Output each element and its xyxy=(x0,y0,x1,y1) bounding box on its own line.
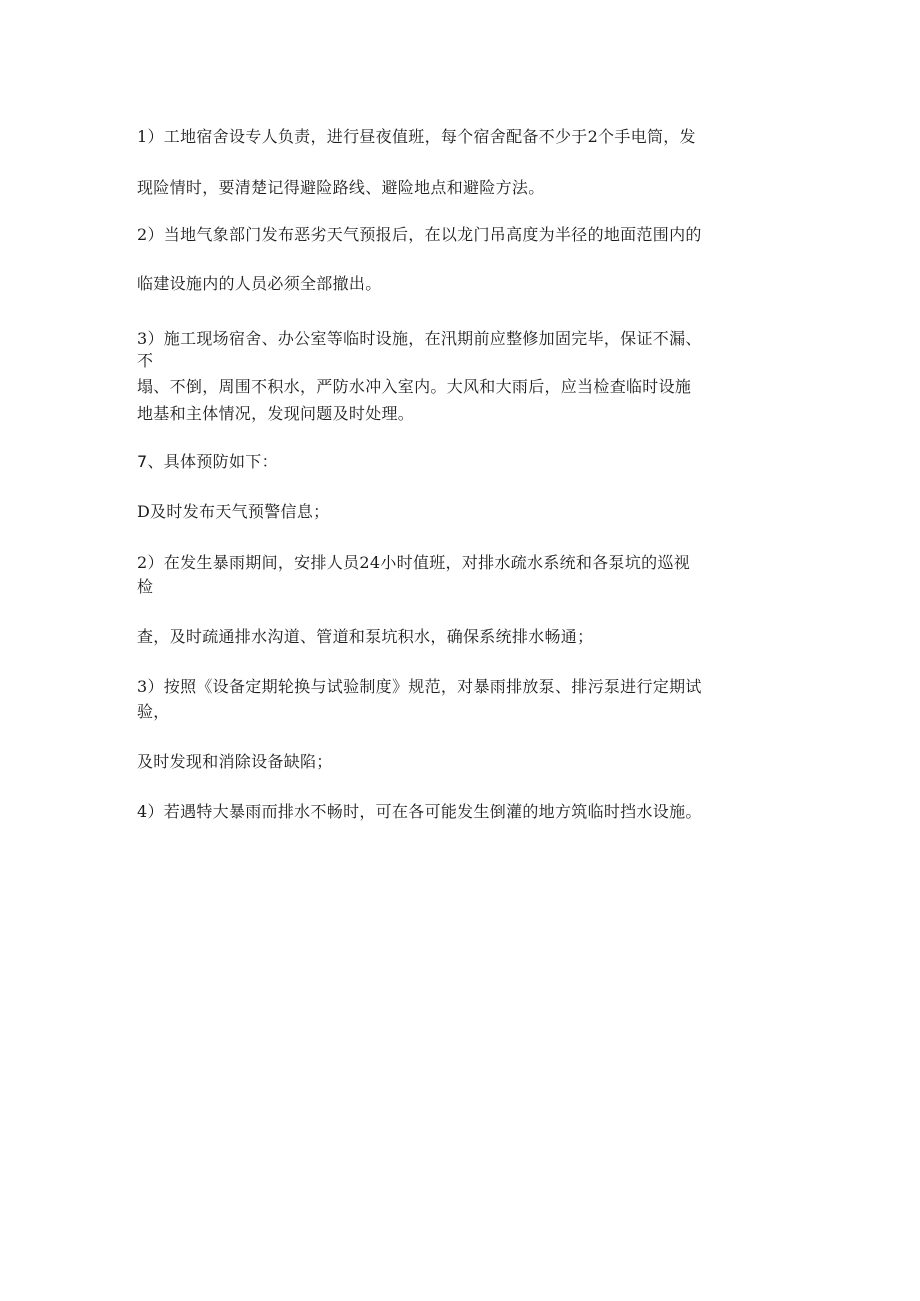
text-line: 1）工地宿舍设专人负责，进行昼夜值班，每个宿舍配备不少于2个手电筒，发 xyxy=(137,127,696,146)
text-line: 查，及时疏通排水沟道、管道和泵坑积水，确保系统排水畅通； xyxy=(137,627,594,646)
text-line: 临建设施内的人员必须全部撤出。 xyxy=(137,274,382,293)
text-line: 4）若遇特大暴雨而排水不畅时，可在各可能发生倒灌的地方筑临时挡水设施。 xyxy=(137,802,702,821)
text-line: 2）当地气象部门发布恶劣天气预报后，在以龙门吊高度为半径的地面范围内的 xyxy=(137,225,702,244)
text-line: D及时发布天气预警信息； xyxy=(137,502,330,521)
text-line: 验， xyxy=(137,702,170,721)
text-line: 3）按照《设备定期轮换与试验制度》规范，对暴雨排放泵、排污泵进行定期试 xyxy=(137,677,702,696)
text-line: 不 xyxy=(137,351,154,370)
text-line: 塌、不倒，周围不积水，严防水冲入室内。大风和大雨后，应当检查临时设施 xyxy=(137,377,692,396)
text-line: 现险情时，要清楚记得避险路线、避险地点和避险方法。 xyxy=(137,178,545,197)
text-line: 及时发现和消除设备缺陷； xyxy=(137,752,333,771)
text-line: 检 xyxy=(137,577,154,596)
text-line: 3）施工现场宿舍、办公室等临时设施，在汛期前应整修加固完毕，保证不漏、 xyxy=(137,329,702,348)
section-heading: 7、具体预防如下： xyxy=(137,452,278,471)
text-line: 地基和主体情况，发现问题及时处理。 xyxy=(137,404,415,423)
text-line: 2）在发生暴雨期间，安排人员24小时值班，对排水疏水系统和各泵坑的巡视 xyxy=(137,553,691,572)
